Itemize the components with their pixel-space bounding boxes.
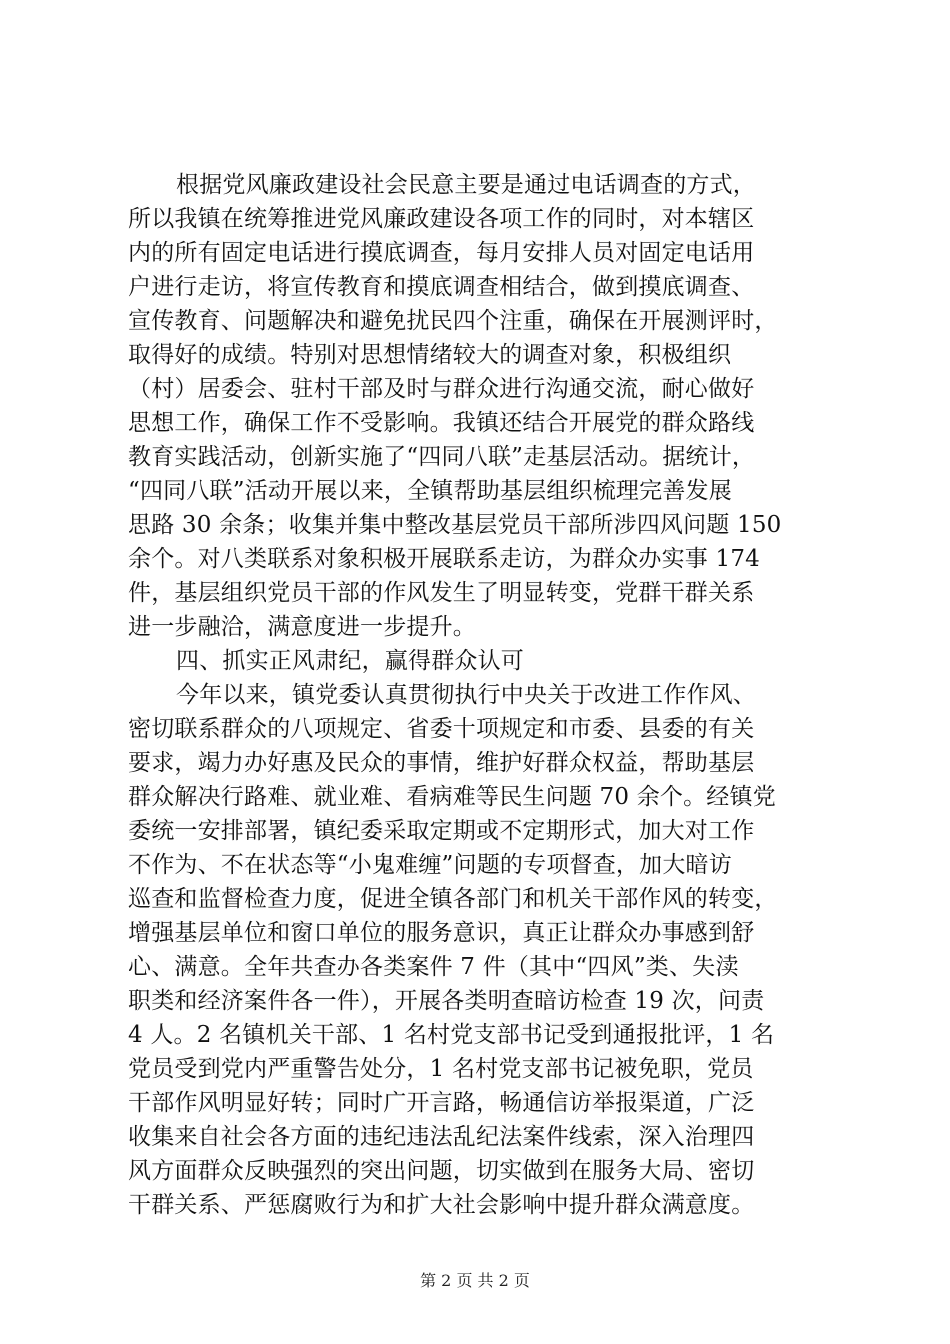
- paragraph-line: 要求，竭力办好惠及民众的事情，维护好群众权益，帮助基层: [128, 750, 755, 776]
- paragraph-line: 密切联系群众的八项规定、省委十项规定和市委、县委的有关: [128, 716, 755, 742]
- paragraph-line: 所以我镇在统筹推进党风廉政建设各项工作的同时，对本辖区: [128, 206, 755, 232]
- paragraph-line: 件，基层组织党员干部的作风发生了明显转变，党群干群关系: [128, 580, 755, 606]
- paragraph-line: （村）居委会、驻村干部及时与群众进行沟通交流，耐心做好: [128, 376, 755, 402]
- paragraph-line: 思想工作，确保工作不受影响。我镇还结合开展党的群众路线: [128, 410, 755, 436]
- paragraph-line: “四同八联”活动开展以来，全镇帮助基层组织梳理完善发展: [128, 478, 732, 504]
- section-heading: 四、抓实正风肃纪，赢得群众认可: [176, 648, 524, 674]
- paragraph-line: 心、满意。全年共查办各类案件 7 件（其中“四风”类、失渎: [128, 954, 739, 980]
- paragraph-line: 风方面群众反映强烈的突出问题，切实做到在服务大局、密切: [128, 1158, 755, 1184]
- paragraph-line: 户进行走访，将宣传教育和摸底调查相结合，做到摸底调查、: [128, 274, 755, 300]
- paragraph-line: 干部作风明显好转；同时广开言路，畅通信访举报渠道，广泛: [128, 1090, 755, 1116]
- document-body: [128, 168, 848, 1222]
- paragraph-line: 收集来自社会各方面的违纪违法乱纪法案件线索，深入治理四: [128, 1124, 755, 1150]
- paragraph-line: 内的所有固定电话进行摸底调查，每月安排人员对固定电话用: [128, 240, 755, 266]
- paragraph-line: 根据党风廉政建设社会民意主要是通过电话调查的方式，: [176, 172, 756, 198]
- paragraph-line: 进一步融洽，满意度进一步提升。: [128, 614, 476, 640]
- paragraph-line: 干群关系、严惩腐败行为和扩大社会影响中提升群众满意度。: [128, 1192, 755, 1218]
- page-number-footer: 第 2 页 共 2 页: [420, 1271, 530, 1290]
- paragraph-line: 职类和经济案件各一件），开展各类明查暗访检查 19 次，问责: [128, 988, 765, 1014]
- paragraph-line: 教育实践活动，创新实施了“四同八联”走基层活动。据统计，: [128, 444, 756, 470]
- paragraph-line: 委统一安排部署，镇纪委采取定期或不定期形式，加大对工作: [128, 818, 755, 844]
- paragraph-line: 不作为、不在状态等“小鬼难缠”问题的专项督查，加大暗访: [128, 852, 732, 878]
- paragraph-line: 今年以来，镇党委认真贯彻执行中央关于改进工作作风、: [176, 682, 756, 708]
- paragraph-line: 余个。对八类联系对象积极开展联系走访，为群众办实事 174: [128, 546, 761, 572]
- paragraph-line: 党员受到党内严重警告处分，1 名村党支部书记被免职，党员: [128, 1056, 754, 1082]
- paragraph-line: 4 人。2 名镇机关干部、1 名村党支部书记受到通报批评，1 名: [128, 1022, 775, 1048]
- paragraph-line: 巡查和监督检查力度，促进全镇各部门和机关干部作风的转变，: [128, 886, 778, 912]
- paragraph-line: 群众解决行路难、就业难、看病难等民生问题 70 余个。经镇党: [128, 784, 776, 810]
- paragraph-line: 思路 30 余条；收集并集中整改基层党员干部所涉四风问题 150: [128, 512, 782, 538]
- paragraph-line: 增强基层单位和窗口单位的服务意识，真正让群众办事感到舒: [128, 920, 755, 946]
- paragraph-line: 宣传教育、问题解决和避免扰民四个注重，确保在开展测评时，: [128, 308, 778, 334]
- paragraph-line: 取得好的成绩。特别对思想情绪较大的调查对象，积极组织: [128, 342, 732, 368]
